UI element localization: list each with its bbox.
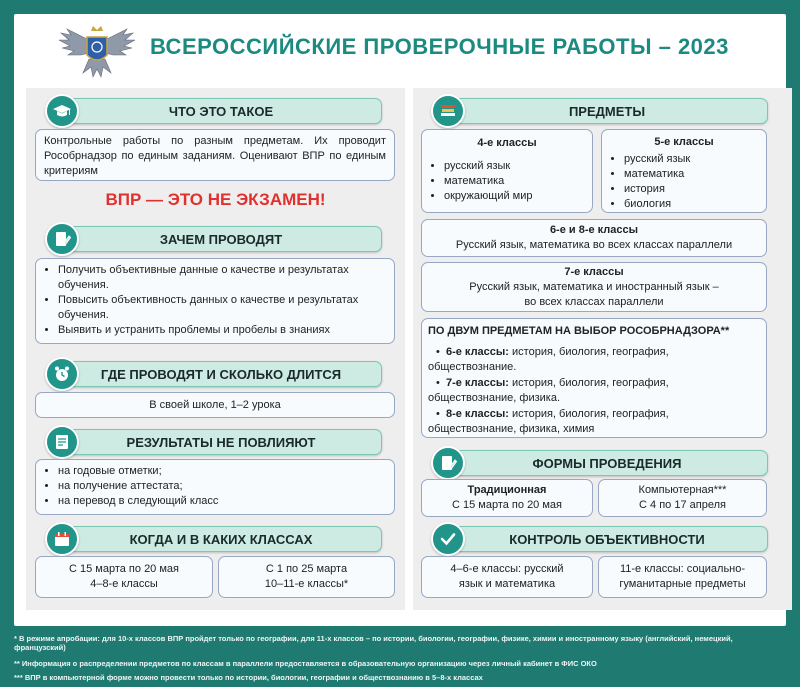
checklist-icon (45, 425, 79, 459)
control-text: 4–6-е классы: русский (450, 563, 564, 575)
control-header: КОНТРОЛЬ ОБЪЕКТИВНОСТИ (446, 526, 768, 552)
control-text: язык и математика (458, 578, 556, 590)
when-dates: С 1 по 25 марта (265, 563, 348, 575)
why-header: ЗАЧЕМ ПРОВОДЯТ (60, 226, 382, 252)
document-edit-icon (431, 446, 465, 480)
calendar-icon (45, 522, 79, 556)
control-4-6 (421, 556, 593, 598)
rosobrnadzor-emblem-icon (57, 21, 137, 83)
checkmark-icon (431, 522, 465, 556)
not-exam-banner: ВПР — ЭТО НЕ ЭКЗАМЕН! (105, 190, 326, 209)
control-11 (598, 556, 767, 598)
choice-title: ПО ДВУМ ПРЕДМЕТАМ НА ВЫБОР РОСОБРНАДЗОРА** (428, 325, 730, 337)
grade-6-8-text: Русский язык, математика во всех классах параллели (455, 239, 733, 251)
list-item: • на годовые отметки; (58, 464, 386, 479)
what-is-text: Контрольные работы по разным предметам. Их проводит Рособрнадзор по единым заданиям. Оценивают ВПР по единым критериям (35, 129, 395, 181)
list-item: • на получение аттестата; (58, 479, 386, 494)
choice-grade: 6-е классы: (445, 346, 509, 358)
list-item: • окружающий мир (444, 189, 584, 204)
choice-text: обществознание, физика. (428, 392, 561, 404)
document-pen-icon (45, 222, 79, 256)
list-item: • русский язык (624, 152, 758, 167)
books-icon (431, 94, 465, 128)
list-item: • на перевод в следующий класс (58, 494, 386, 509)
footnote-2: ** Информация о распределении предметов по классам в параллели предоставляется в образовательную организацию через личный кабинет в ФИС ОКО (14, 659, 597, 668)
what-is-header: ЧТО ЭТО ТАКОЕ (60, 98, 382, 124)
footnote-3: *** ВПР в компьютерной форме можно провести только по истории, биологии, географии и обществознанию в 5–8-х классах (14, 673, 483, 682)
subjects-header: ПРЕДМЕТЫ (446, 98, 768, 124)
grade-7-box (421, 262, 767, 312)
grade-7-text: Русский язык, математика и иностранный язык – (469, 280, 719, 293)
page-title: ВСЕРОССИЙСКИЕ ПРОВЕРОЧНЫЕ РАБОТЫ – 2023 (150, 34, 729, 59)
when-march-10-11 (218, 556, 395, 598)
list-item: • биология (624, 197, 758, 212)
list-item: • Получить объективные данные о качестве и результатах обучения. (58, 263, 386, 293)
list-item: • математика (444, 174, 584, 189)
alarm-clock-icon (45, 357, 79, 391)
grade-4-title: 4-е классы (477, 137, 537, 149)
choice-item: • 7-е классы: история, биология, география, обществознание, физика. (428, 377, 669, 404)
choice-grade: 7-е классы: (445, 377, 509, 389)
grade-5-title: 5-е классы (654, 136, 714, 148)
choice-grade: 8-е классы: (445, 408, 509, 420)
choice-text: обществознание, физика, химия (428, 423, 595, 435)
where-text: В своей школе, 1–2 урока (35, 392, 395, 418)
when-spring-4-8 (35, 556, 213, 598)
control-text: 11-е классы: социально- (619, 563, 746, 575)
grade-7-title: 7-е классы (564, 265, 624, 278)
choice-item: • 6-е классы: история, биология, география, обществознание. (428, 346, 669, 373)
when-grades: 10–11-е классы* (264, 578, 349, 590)
forms-header: ФОРМЫ ПРОВЕДЕНИЯ (446, 450, 768, 476)
list-item: • русский язык (444, 159, 584, 174)
grade-6-8-box (421, 219, 767, 257)
choice-subjects-box (421, 318, 767, 438)
form-traditional (421, 479, 593, 517)
list-item: • Выявить и устранить проблемы и пробелы в знаниях (58, 323, 386, 338)
why-list (35, 258, 395, 344)
form-dates: С 15 марта по 20 мая (452, 499, 562, 511)
form-computer (598, 479, 767, 517)
form-title: Компьютерная*** (638, 484, 727, 496)
list-item: • история (624, 182, 758, 197)
footnote-1: * В режиме апробации: для 10-х классов ВПР пройдет только по географии, для 11-х классов – по истории, биологии, географии, физике, химии и иностранному языку (английский, немецкий, французский) (14, 634, 733, 652)
graduation-cap-icon (45, 94, 79, 128)
control-text: гуманитарные предметы (619, 578, 746, 590)
grade-5-box (601, 129, 767, 213)
results-list (35, 459, 395, 515)
choice-text: история, биология, география, (508, 377, 669, 389)
when-dates: С 15 марта по 20 мая (69, 563, 179, 575)
list-item: • Повысить объективность данных о качестве и результатах обучения. (58, 293, 386, 323)
form-dates: С 4 по 17 апреля (639, 499, 726, 511)
form-title: Традиционная (467, 484, 547, 496)
choice-text: история, биология, география, (508, 346, 669, 358)
list-item: • математика (624, 167, 758, 182)
grade-6-8-title: 6-е и 8-е классы (549, 224, 639, 236)
choice-item: • 8-е классы: история, биология, география, обществознание, физика, химия (428, 408, 669, 435)
results-header: РЕЗУЛЬТАТЫ НЕ ПОВЛИЯЮТ (60, 429, 382, 455)
grade-4-box (421, 129, 593, 213)
when-grades: 4–8-е классы (90, 578, 158, 590)
where-header: ГДЕ ПРОВОДЯТ И СКОЛЬКО ДЛИТСЯ (60, 361, 382, 387)
choice-text: история, биология, география, (508, 408, 669, 420)
choice-text: обществознание. (428, 361, 517, 373)
grade-7-text: во всех классах параллели (524, 295, 664, 308)
when-header: КОГДА И В КАКИХ КЛАССАХ (60, 526, 382, 552)
